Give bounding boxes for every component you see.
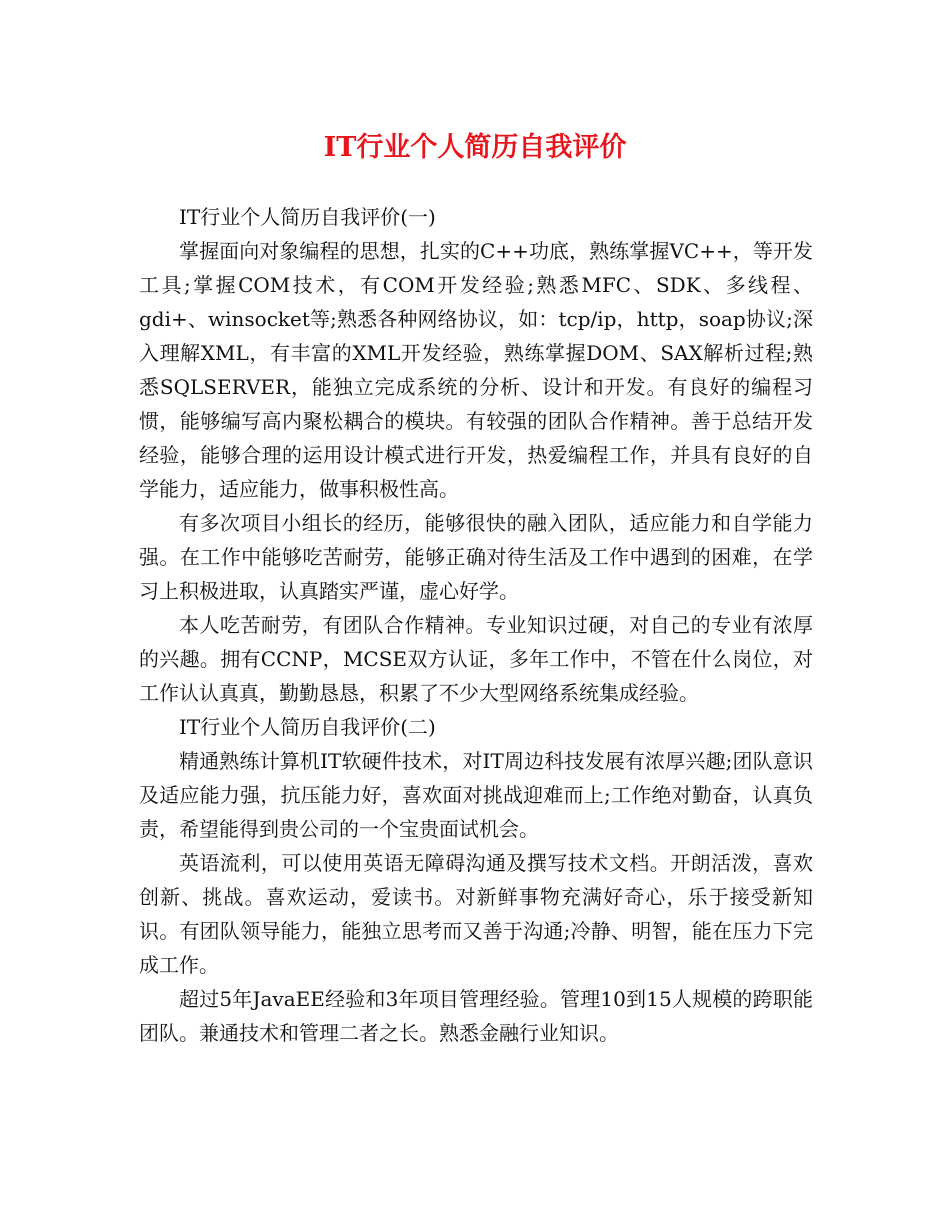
paragraph-certifications: 本人吃苦耐劳，有团队合作精神。专业知识过硬，对自己的专业有浓厚的兴趣。拥有CCNP，MCSE双方认证，多年工作中，不管在什么岗位，对工作认认真真，勤勤恳恳，积累了不少大型网络系统集成经验。 — [139, 613, 813, 705]
paragraph-english: 英语流利，可以使用英语无障碍沟通及撰写技术文档。开朗活泼，喜欢创新、挑战。喜欢运动，爱读书。对新鲜事物充满好奇心，乐于接受新知识。有团队领导能力，能独立思考而又善于沟通;冷静、明智，能在压力下完成工作。 — [139, 851, 813, 977]
paragraph-team-lead: 有多次项目小组长的经历，能够很快的融入团队，适应能力和自学能力强。在工作中能够吃苦耐劳，能够正确对待生活及工作中遇到的困难，在学习上积极进取，认真踏实严谨，虚心好学。 — [139, 511, 813, 603]
paragraph-skills: 掌握面向对象编程的思想，扎实的C++功底，熟练掌握VC++，等开发工具;掌握COM技术，有COM开发经验;熟悉MFC、SDK、多线程、gdi+、winsocket等;熟悉各种网络协议，如：tcp/ip，http，soap协议;深入理解XML，有丰富的XML开发经验，熟练掌握DOM、SAX解析过程;熟悉SQLSERVER，能独立完成系统的分析、设计和开发。有良好的编程习惯，能够编写高内聚松耦合的模块。有较强的团队合作精神。善于总结开发经验，能够合理的运用设计模式进行开发，热爱编程工作，并具有良好的自学能力，适应能力，做事积极性高。 — [139, 239, 813, 501]
document-body — [139, 200, 813, 1050]
section-heading-one: IT行业个人简历自我评价(一) — [179, 205, 436, 229]
document-title: IT行业个人简历自我评价 — [323, 132, 627, 163]
section-heading-two: IT行业个人简历自我评价(二) — [179, 715, 436, 739]
paragraph-javaee: 超过5年JavaEE经验和3年项目管理经验。管理10到15人规模的跨职能团队。兼通技术和管理二者之长。熟悉金融行业知识。 — [139, 987, 813, 1045]
paragraph-hardware-software: 精通熟练计算机IT软硬件技术，对IT周边科技发展有浓厚兴趣;团队意识及适应能力强，抗压能力好，喜欢面对挑战迎难而上;工作绝对勤奋，认真负责，希望能得到贵公司的一个宝贵面试机会。 — [139, 749, 813, 841]
